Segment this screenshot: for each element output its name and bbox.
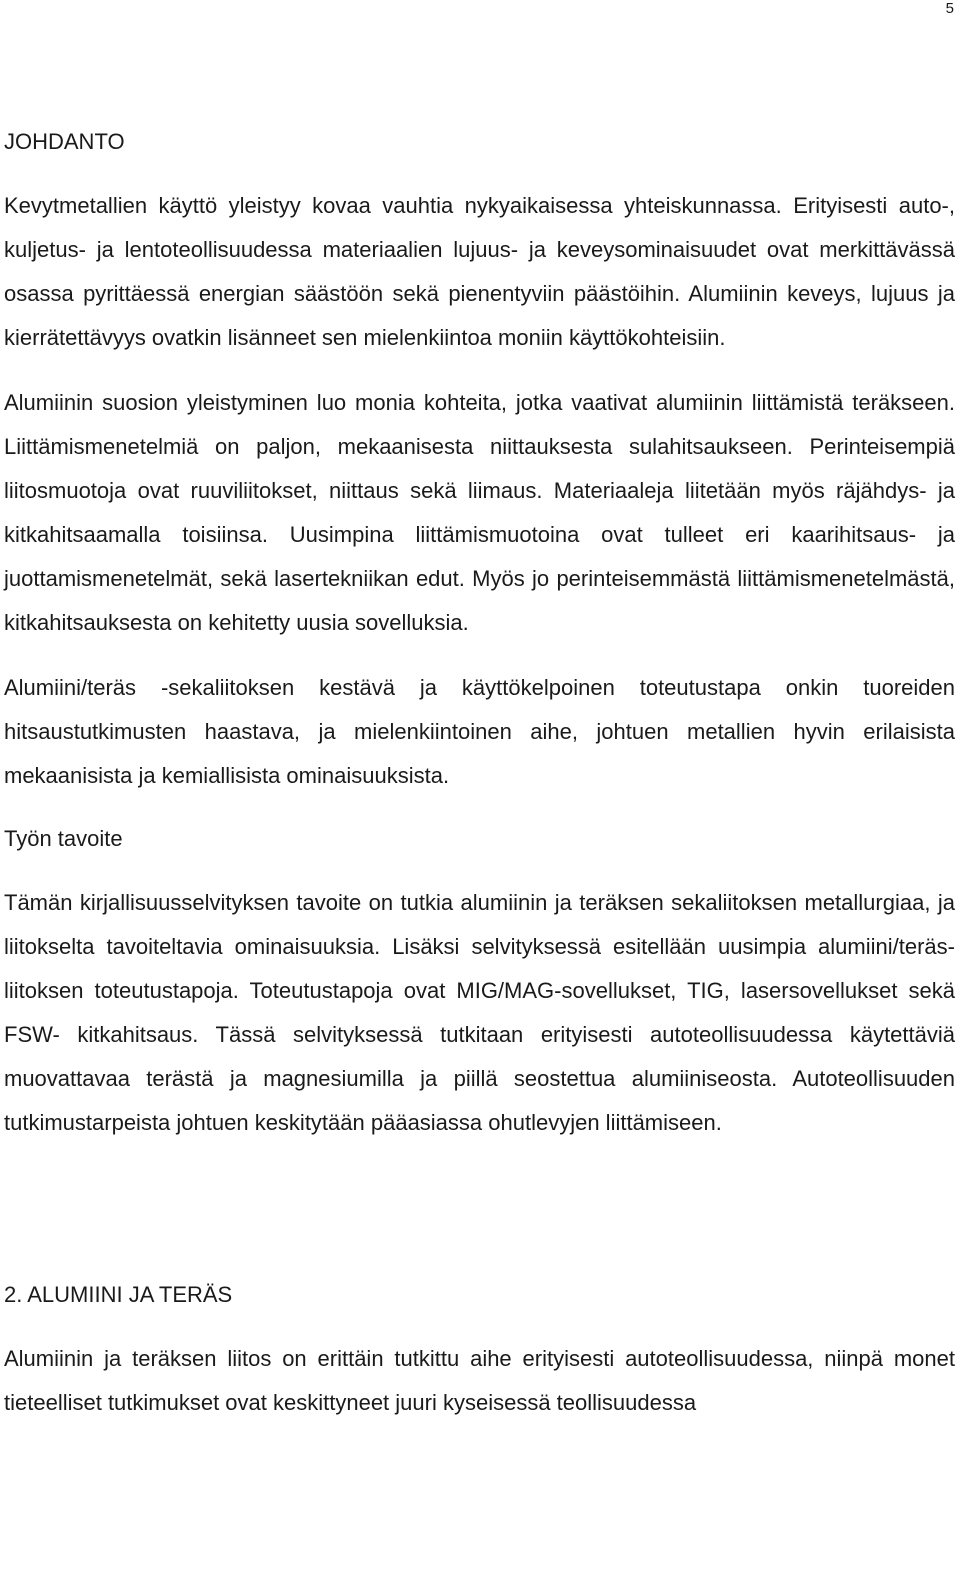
paragraph-goal-1: Tämän kirjallisuusselvityksen tavoite on tutkia alumiinin ja teräksen sekaliitoksen metallurgiaa, ja liitokselta tavoiteltavia ominaisuuksia. Lisäksi selvityksessä esitellään uusimpia alumiini/teräs-liitoksen toteutustapoja. Toteutustapoja ovat MIG/MAG-sovellukset, TIG, lasersovellukset sekä FSW- kitkahitsaus. Tässä selvityksessä tutkitaan erityisesti autoteollisuudessa käytettäviä muovattavaa terästä ja magnesiumilla ja piillä seostettua alumiiniseosta. Autoteollisuuden tutkimustarpeista johtuen keskitytään pääasiassa ohutlevyjen liittämiseen.: [4, 890, 955, 1135]
paragraph-intro-3: Alumiini/teräs -sekaliitoksen kestävä ja käyttökelpoinen toteutustapa onkin tuoreiden hitsaustutkimusten haastava, ja mielenkiintoinen aihe, johtuen metallien hyvin erilaisista mekaanisista ja kemiallisista ominaisuuksista.: [4, 675, 955, 788]
paragraph-chapter2-1: Alumiinin ja teräksen liitos on erittäin tutkittu aihe erityisesti autoteollisuudessa, niinpä monet tieteelliset tutkimukset ovat keskittyneet juuri kyseisessä teollisuudessa: [4, 1346, 955, 1415]
section-heading-chapter-2: 2. ALUMIINI JA TERÄS: [4, 1282, 233, 1307]
document-body: [4, 122, 955, 1425]
section-heading-tyon-tavoite: Työn tavoite: [4, 826, 123, 851]
paragraph-intro-1: Kevytmetallien käyttö yleistyy kovaa vauhtia nykyaikaisessa yhteiskunnassa. Erityisesti auto-, kuljetus- ja lentoteollisuudessa materiaalien lujuus- ja keveysominaisuudet ovat merkittävässä osassa pyrittäessä energian säästöön sekä pienentyviin päästöihin. Alumiinin keveys, lujuus ja kierrätettävyys ovatkin lisänneet sen mielenkiintoa moniin käyttökohteisiin.: [4, 193, 955, 350]
page-number: 5: [945, 0, 954, 17]
paragraph-intro-2: Alumiinin suosion yleistyminen luo monia kohteita, jotka vaativat alumiinin liittämistä teräkseen. Liittämismenetelmiä on paljon, mekaanisesta niittauksesta sulahitsaukseen. Perinteisempiä liitosmuotoja ovat ruuviliitokset, niittaus sekä liimaus. Materiaaleja liitetään myös räjähdys- ja kitkahitsaamalla toisiinsa. Uusimpina liittämismuotoina ovat tulleet eri kaarihitsaus- ja juottamismenetelmät, sekä lasertekniikan edut. Myös jo perinteisemmästä liittämismenetelmästä, kitkahitsauksesta on kehitetty uusia sovelluksia.: [4, 390, 955, 635]
section-heading-johdanto: JOHDANTO: [4, 129, 125, 154]
